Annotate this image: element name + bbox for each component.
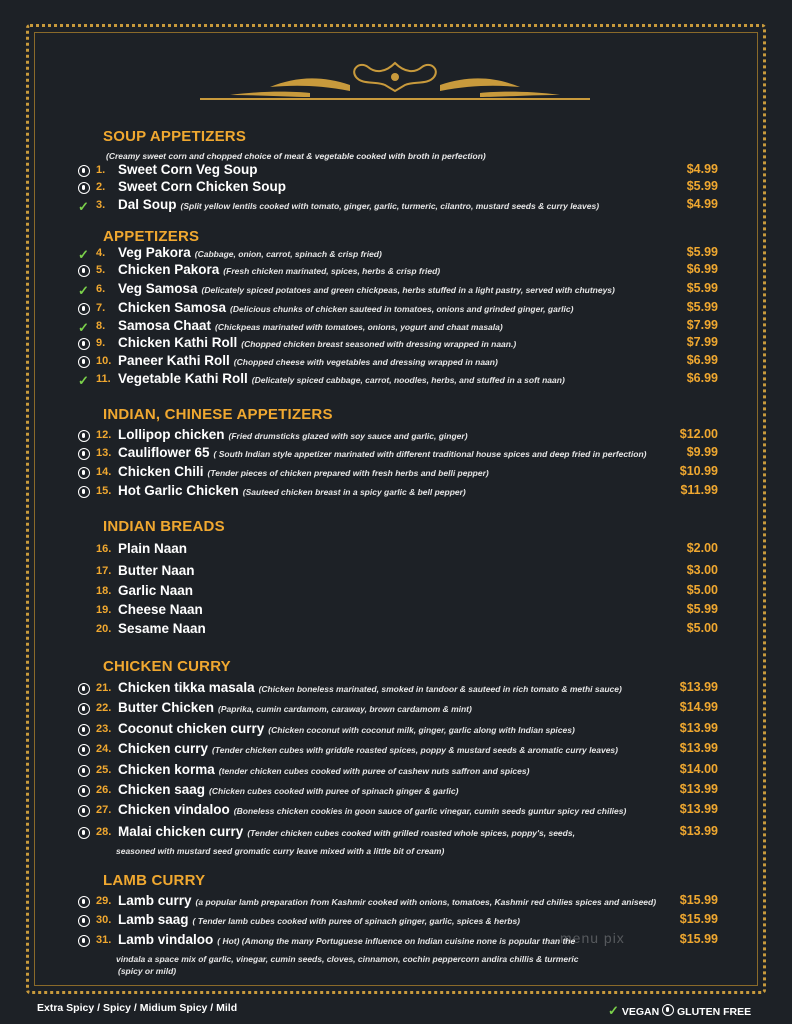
item-description: (Boneless chicken cookies in goon sauce of garlic vinegar, cumin seeds guntur spicy red chilies) — [233, 806, 627, 816]
menu-item — [78, 245, 718, 263]
item-number: 26. — [96, 784, 112, 796]
item-number: 14. — [96, 466, 112, 478]
item-name: Plain Naan — [118, 541, 188, 556]
menu-item — [78, 824, 718, 842]
item-price: $7.99 — [686, 318, 718, 332]
item-name: Chicken curry (Tender chicken cubes with griddle roasted spices, poppy & mustard seeds & aromatic curry leaves) — [118, 741, 618, 756]
item-price: $5.99 — [686, 602, 718, 616]
item-number: 15. — [96, 485, 112, 497]
item-price: $3.00 — [686, 563, 718, 577]
item-name: Sweet Corn Chicken Soup — [118, 179, 287, 194]
menu-item — [78, 680, 718, 698]
menu-item — [78, 371, 718, 389]
menu-item — [78, 563, 718, 581]
menu-item — [78, 893, 718, 911]
vegan-leaf-icon: ✓ — [78, 283, 89, 298]
item-description: (Chicken cubes cooked with puree of spinach ginger & garlic) — [209, 786, 459, 796]
section-title: INDIAN BREADS — [103, 518, 225, 535]
vegan-label: VEGAN — [621, 1006, 660, 1018]
menu-item — [78, 782, 718, 800]
item-name: Lamb saag ( Tender lamb cubes cooked with puree of spinach ginger, garlic, spices & herbs) — [118, 912, 521, 927]
item-description-continued: vindala a space mix of garlic, vinegar, cumin seeds, cloves, cinnamon, cochin peppercorn andira chillis & turmeric — [116, 954, 579, 964]
item-name: Chicken Pakora (Fresh chicken marinated, spices, herbs & crisp fried) — [118, 262, 441, 277]
item-price: $12.00 — [679, 427, 718, 441]
section-note: (Creamy sweet corn and chopped choice of meat & vegetable cooked with broth in perfection) — [106, 151, 486, 161]
item-name: Chicken vindaloo (Boneless chicken cookies in goon sauce of garlic vinegar, cumin seeds guntur spicy red chilies) — [118, 802, 627, 817]
item-name: Coconut chicken curry (Chicken coconut with coconut milk, ginger, garlic along with Indian spices) — [118, 721, 575, 736]
item-price: $2.00 — [686, 541, 718, 555]
item-number: 4. — [96, 247, 106, 259]
item-name: Chicken Chili (Tender pieces of chicken prepared with fresh herbs and belli pepper) — [118, 464, 489, 479]
item-description: ( Hot) (Among the many Portuguese influence on Indian cuisine none is popular than the — [217, 936, 576, 946]
section-title: INDIAN, CHINESE APPETIZERS — [103, 406, 333, 423]
item-number: 6. — [96, 283, 106, 295]
item-description-continued: seasoned with mustard seed gromatic curry leave mixed with a little bit of cream) — [116, 846, 445, 856]
item-description: (Fresh chicken marinated, spices, herbs & crisp fried) — [223, 266, 441, 276]
item-number: 25. — [96, 764, 112, 776]
menu-item — [78, 179, 718, 197]
item-number: 5. — [96, 264, 106, 276]
item-name: Lamb vindaloo ( Hot) (Among the many Portuguese influence on Indian cuisine none is popular than the — [118, 932, 576, 947]
item-name: Chicken Kathi Roll (Chopped chicken breast seasoned with dressing wrapped in naan.) — [118, 335, 517, 350]
item-description: (Delicately spiced potatoes and green chickpeas, herbs stuffed in a light pastry, served with chutneys) — [201, 285, 615, 295]
item-number: 17. — [96, 565, 112, 577]
item-number: 21. — [96, 682, 112, 694]
item-price: $7.99 — [686, 335, 718, 349]
item-name: Veg Samosa (Delicately spiced potatoes and green chickpeas, herbs stuffed in a light pastry, served with chutneys) — [118, 281, 615, 296]
menu-item — [78, 700, 718, 718]
item-name: Butter Chicken (Paprika, cumin cardamom, caraway, brown cardamom & mint) — [118, 700, 472, 715]
item-price: $13.99 — [679, 721, 718, 735]
item-price: $14.99 — [679, 700, 718, 714]
item-price: $9.99 — [686, 445, 718, 459]
item-name: Hot Garlic Chicken (Sauteed chicken breast in a spicy garlic & bell pepper) — [118, 483, 466, 498]
menu-item — [78, 262, 718, 280]
item-name: Malai chicken curry (Tender chicken cubes cooked with grilled roasted whole spices, poppy's, seeds, — [118, 824, 575, 839]
menu-item — [78, 912, 718, 930]
item-description: (Tender pieces of chicken prepared with fresh herbs and belli pepper) — [207, 468, 489, 478]
item-description: (Chickpeas marinated with tomatoes, onions, yogurt and chaat masala) — [215, 322, 503, 332]
item-description: ( Tender lamb cubes cooked with puree of spinach ginger, garlic, spices & herbs) — [192, 916, 521, 926]
item-number: 30. — [96, 914, 112, 926]
item-name: Cauliflower 65 ( South Indian style appetizer marinated with different traditional house spices and deep fried in perfection) — [118, 445, 647, 460]
item-price: $15.99 — [679, 932, 718, 946]
menu-item — [78, 741, 718, 759]
item-number: 18. — [96, 585, 112, 597]
vegan-leaf-icon: ✓ — [78, 373, 89, 388]
item-description: (Tender chicken cubes cooked with grilled roasted whole spices, poppy's, seeds, — [247, 828, 575, 838]
menu-item — [78, 300, 718, 318]
gluten-free-icon — [662, 1004, 674, 1016]
item-description: (Fried drumsticks glazed with soy sauce and garlic, ginger) — [228, 431, 468, 441]
item-name: Butter Naan — [118, 563, 195, 578]
item-price: $5.99 — [686, 281, 718, 295]
spice-levels-legend: Extra Spicy / Spicy / Midium Spicy / Mild — [37, 1002, 238, 1014]
menu-item — [78, 602, 718, 620]
menu-item — [78, 335, 718, 353]
section-title: LAMB CURRY — [103, 872, 206, 889]
item-name: Veg Pakora (Cabbage, onion, carrot, spinach & crisp fried) — [118, 245, 382, 260]
vegan-leaf-icon: ✓ — [78, 247, 89, 262]
item-description: (Chicken coconut with coconut milk, ginger, garlic along with Indian spices) — [268, 725, 575, 735]
item-number: 12. — [96, 429, 112, 441]
item-number: 29. — [96, 895, 112, 907]
menu-item — [78, 353, 718, 371]
item-price: $5.00 — [686, 621, 718, 635]
item-price: $15.99 — [679, 912, 718, 926]
menu-item — [78, 583, 718, 601]
item-description: (Split yellow lentils cooked with tomato, ginger, garlic, turmeric, cilantro, mustard seeds & curry leaves) — [180, 201, 600, 211]
item-price: $6.99 — [686, 371, 718, 385]
menu-item — [78, 318, 718, 336]
menu-item — [78, 762, 718, 780]
item-description: (tender chicken cubes cooked with puree of cashew nuts saffron and spices) — [218, 766, 530, 776]
item-price: $6.99 — [686, 353, 718, 367]
item-number: 23. — [96, 723, 112, 735]
menu-item — [78, 197, 718, 215]
menu-item — [78, 281, 718, 299]
item-price: $6.99 — [686, 262, 718, 276]
vegan-leaf-icon: ✓ — [78, 320, 89, 335]
menu-item — [78, 445, 718, 463]
item-price: $4.99 — [686, 197, 718, 211]
item-number: 22. — [96, 702, 112, 714]
menu-item — [78, 427, 718, 445]
item-price: $5.00 — [686, 583, 718, 597]
item-number: 9. — [96, 337, 106, 349]
item-name: Paneer Kathi Roll (Chopped cheese with vegetables and dressing wrapped in naan) — [118, 353, 498, 368]
item-number: 16. — [96, 543, 112, 555]
ornament-flourish-icon — [200, 55, 590, 105]
item-price: $15.99 — [679, 893, 718, 907]
diet-legend — [608, 1003, 751, 1019]
item-name: Sesame Naan — [118, 621, 206, 636]
menu-item — [78, 541, 718, 559]
item-description: ( South Indian style appetizer marinated with different traditional house spices and deep fried in perfection) — [213, 449, 647, 459]
item-number: 7. — [96, 302, 106, 314]
item-name: Samosa Chaat (Chickpeas marinated with tomatoes, onions, yogurt and chaat masala) — [118, 318, 503, 333]
vegan-leaf-icon: ✓ — [78, 199, 89, 214]
item-name: Chicken tikka masala (Chicken boneless marinated, smoked in tandoor & sauteed in rich tomato & methi sauce) — [118, 680, 622, 695]
item-number: 28. — [96, 826, 112, 838]
item-name: Garlic Naan — [118, 583, 194, 598]
item-number: 13. — [96, 447, 112, 459]
item-name: Sweet Corn Veg Soup — [118, 162, 258, 177]
item-name: Lamb curry (a popular lamb preparation from Kashmir cooked with onions, tomatoes, Kashmir red chilies spices and aniseed) — [118, 893, 657, 908]
item-price: $13.99 — [679, 824, 718, 838]
item-number: 1. — [96, 164, 106, 176]
item-number: 31. — [96, 934, 112, 946]
item-description: (Sauteed chicken breast in a spicy garlic & bell pepper) — [242, 487, 466, 497]
menu-item — [78, 162, 718, 180]
item-number: 10. — [96, 355, 112, 367]
item-price: $11.99 — [680, 483, 718, 497]
item-price: $13.99 — [679, 802, 718, 816]
item-name: Cheese Naan — [118, 602, 203, 617]
item-number: 27. — [96, 804, 112, 816]
item-description: (a popular lamb preparation from Kashmir cooked with onions, tomatoes, Kashmir red chilies spices and aniseed) — [195, 897, 657, 907]
item-description: (Delicately spiced cabbage, carrot, noodles, herbs, and stuffed in a soft naan) — [251, 375, 565, 385]
item-name: Chicken korma (tender chicken cubes cooked with puree of cashew nuts saffron and spices) — [118, 762, 530, 777]
item-description-continued: (spicy or mild) — [118, 966, 177, 976]
item-number: 19. — [96, 604, 112, 616]
section-title: APPETIZERS — [103, 228, 200, 245]
menu-item — [78, 483, 718, 501]
item-name: Dal Soup (Split yellow lentils cooked with tomato, ginger, garlic, turmeric, cilantro, mustard seeds & curry leaves) — [118, 197, 600, 212]
item-name: Lollipop chicken (Fried drumsticks glazed with soy sauce and garlic, ginger) — [118, 427, 468, 442]
watermark-text: menu pix — [560, 930, 625, 946]
item-price: $13.99 — [679, 680, 718, 694]
item-description: (Chopped cheese with vegetables and dressing wrapped in naan) — [233, 357, 498, 367]
item-price: $10.99 — [679, 464, 718, 478]
item-name: Chicken saag (Chicken cubes cooked with puree of spinach ginger & garlic) — [118, 782, 459, 797]
item-name: Vegetable Kathi Roll (Delicately spiced cabbage, carrot, noodles, herbs, and stuffed in a soft naan) — [118, 371, 565, 386]
item-number: 20. — [96, 623, 112, 635]
item-number: 11. — [96, 373, 111, 385]
item-price: $13.99 — [679, 741, 718, 755]
section-title: SOUP APPETIZERS — [103, 128, 247, 145]
item-price: $5.99 — [686, 179, 718, 193]
item-price: $5.99 — [686, 245, 718, 259]
menu-item — [78, 802, 718, 820]
menu-item — [78, 721, 718, 739]
item-description: (Chicken boneless marinated, smoked in tandoor & sauteed in rich tomato & methi sauce) — [258, 684, 622, 694]
gluten-free-label: GLUTEN FREE — [677, 1006, 752, 1018]
item-price: $14.00 — [679, 762, 718, 776]
item-number: 3. — [96, 199, 106, 211]
item-description: (Cabbage, onion, carrot, spinach & crisp fried) — [194, 249, 382, 259]
menu-item — [78, 621, 718, 639]
vegan-leaf-icon: ✓ — [608, 1003, 619, 1018]
section-title: CHICKEN CURRY — [103, 658, 231, 675]
item-price: $4.99 — [686, 162, 718, 176]
item-description: (Paprika, cumin cardamom, caraway, brown cardamom & mint) — [218, 704, 472, 714]
item-description: (Chopped chicken breast seasoned with dressing wrapped in naan.) — [241, 339, 517, 349]
item-number: 2. — [96, 181, 106, 193]
item-description: (Tender chicken cubes with griddle roasted spices, poppy & mustard seeds & aromatic curry leaves) — [212, 745, 618, 755]
item-price: $5.99 — [686, 300, 718, 314]
item-number: 8. — [96, 320, 106, 332]
item-price: $13.99 — [679, 782, 718, 796]
item-number: 24. — [96, 743, 112, 755]
menu-item — [78, 464, 718, 482]
item-description: (Delicious chunks of chicken sauteed in tomatoes, onions and grinded ginger, garlic) — [230, 304, 574, 314]
item-name: Chicken Samosa (Delicious chunks of chicken sauteed in tomatoes, onions and grinded ginger, garlic) — [118, 300, 574, 315]
